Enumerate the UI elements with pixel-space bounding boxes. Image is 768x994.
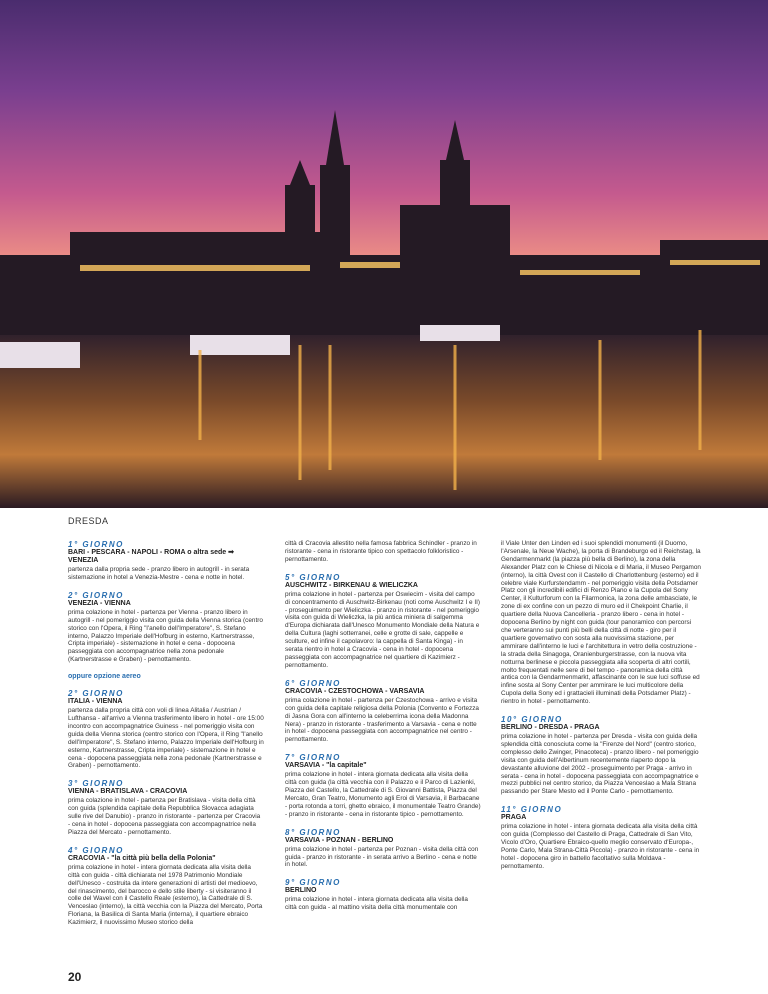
day-title: ITALIA - VIENNA <box>68 698 123 706</box>
day-heading: 2° GIORNO <box>68 689 124 699</box>
option-note: oppure opzione aereo <box>68 673 141 681</box>
day-heading: 11° GIORNO <box>501 805 563 815</box>
day-text: il Viale Unter den Linden ed i suoi splendidi monumenti (il Duomo, l'Arsenale, la Neue Wache), la porta di Brandeburgo ed il Reichstag, la Gendarmenmarkt (la piazza più bella di Berlino), la zona della Alexander Platz con le Chiese di Nicola e di Maria, il Museo Pergamon (interno), la città Ovest con il Castello di Charlottenburg (esterno) ed il celebre viale Kurfurstendamm - nel pomeriggio visita della Potsdamer Platz con gli incredibili edifici di Renzo Piano e la Cupola del Sony Center, il Kulturforum con la Filarmonica, la zona delle ambasciate, le zone di ex confine con un pezzo di muro ed il Chekpoint Charlie, il quartiere della Nuova Cancelleria - pranzo libero - cena in hotel - dopocena Berlino by night con guida (tour panoramico con percorsi che verteranno sui punti più belli della città di notte - giro per il quartiere governativo con sosta alla nuovissima stazione, per ammirare dall'interno le luci e l'architettura in vetro della costruzione - la strada della Sinagoga, Oranienburgerstrasse, con la nuova vita notturna berlinese e piccola passeggiata alla scoperta di altri cortili, molto frequentati nelle sere di bel tempo - panoramica della città antica con la Gendarmenmarkt, affascinante con le sue luci soffuse ed infine sosta al Sony Center per ammirare le luci multicolore della Cupola della Sony ed i grattacieli illuminati della Potsdamer Platz) - rientro in hotel - pernottamento. <box>501 540 701 706</box>
day-title: BARI - PESCARA - NAPOLI - ROMA o altra sede ➡ VENEZIA <box>68 549 234 564</box>
day-11 <box>501 805 701 870</box>
day-heading: 1° GIORNO <box>68 540 124 549</box>
day-2-alt <box>68 689 264 770</box>
itinerary-column-3 <box>501 540 701 880</box>
day-text: partenza dalla propria città con voli di linea Alitalia / Austrian / Lufthansa - all'arrivo a Vienna trasferimento libero in hotel - ore 15:00 incontro con accompagnatrice Guiness - nel pomeriggio visita con guida della Vienna storica (centro storico con l'Opera, il Ring "l'anello dell'Imperatore", S. Stefano interno, Palazzo Imperiale dell'Hofburg in esterno, Kartnerstrasse, Cripta imperiale) - sistemazione in hotel e cena - dopocena passeggiata nella zona pedonale (Kartnerstrasse e Graben) - pernottamento. <box>68 707 264 770</box>
itinerary-column-2 <box>285 540 481 921</box>
day-text: prima colazione in hotel - intera giornata dedicata alla visita della città con guida - città dichiarata nel 1978 Patrimonio Mondiale dell'Unesco - costruita da intere generazioni di artisti del medioevo, del rinascimento, del barocco e dello stile liberty - si visiteranno il colle del Wavel con il Castello Reale (esterno), la Cattedrale di S. Venceslao (interno), la città vecchia con la Piazza del Mercato, Porta Floriana, la Basilica di Santa Maria (interna), il quartiere ebraico Kazimierz, il nuovissimo Museo storico della <box>68 863 263 927</box>
day-heading: 6° GIORNO <box>285 678 341 688</box>
day-4-continued <box>285 540 481 564</box>
day-title: CRACOVIA - "la città più bella della Polonia" <box>68 854 216 862</box>
day-text: prima colazione in hotel - intera giornata dedicata alla visita della città con guida (Complesso del Castello di Praga, Cattedrale di San Vito, Vicolo d'Oro, Quartiere Ebraico-quello meglio conservato d'Europa-, Ponte Carlo, Mala Strana-Città Piccola) - pranzo in ristorante - cena in hotel - dopocena giro in battello facoltativo sulla Moldava - pernottamento. <box>501 823 700 870</box>
day-heading: 7° GIORNO <box>285 753 341 763</box>
day-7 <box>285 753 481 818</box>
day-title: BERLINO - DRESDA - PRAGA <box>501 724 600 732</box>
day-heading: 2° GIORNO <box>68 590 124 600</box>
day-4 <box>68 846 264 927</box>
day-title: VIENNA - BRATISLAVA - CRACOVIA <box>68 788 188 796</box>
day-9-continued <box>501 540 701 706</box>
day-9 <box>285 878 481 912</box>
page-number: 20 <box>68 970 82 984</box>
day-text: partenza dalla propria sede - pranzo libero in autogrill - in serata sistemazione in hotel a Venezia-Mestre - cena e notte in hotel. <box>68 566 250 581</box>
day-text: prima colazione in hotel - partenza per Bratislava - visita della città con guida (splendida capitale della Repubblica Slovacca adagiata sulle rive del Danubio) - pranzo in ristorante - partenza per Cracovia - cena in hotel - dopocena passeggiata con accompagnatrice nella Piazza del Mercato - pernottamento. <box>68 797 261 836</box>
day-3 <box>68 779 264 837</box>
day-title: VARSAVIA - "la capitale" <box>285 762 367 770</box>
day-text: prima colazione in hotel - partenza per Oswiecim - visita del campo di concentramento di Auschwitz-Birkenau (noti come Auschwitz I e II) - proseguimento per Wieliczka - pranzo in ristorante - nel pomeriggio visita con guida di Wieliczka, la più antica miniera di salgemma d'Europa dichiarata dall'Unesco Monumento Mondiale della Natura e della Cultura (laghi sotterranei, celle e grotte di sale, cappelle e sculture, ed infine il capolavoro: la cappella di Santa Kinga) - in serata rientro in hotel a Cracovia - cena in hotel - dopocena passeggiata con accompagnatrice nel quartiere di Kazimierz - pernottamento. <box>285 590 481 669</box>
day-10 <box>501 715 701 796</box>
day-heading: 9° GIORNO <box>285 878 341 888</box>
itinerary-column-1 <box>68 540 264 936</box>
day-heading: 8° GIORNO <box>285 827 341 837</box>
day-5 <box>285 573 481 670</box>
day-title: VENEZIA - VIENNA <box>68 599 131 607</box>
day-text: prima colazione in hotel - intera giornata dedicata alla visita della città con guida - al mattino visita della città monumentale con <box>285 896 468 912</box>
day-text: città di Cracovia allestito nella famosa fabbrica Schindler - pranzo in ristorante - cena in ristorante tipico con spettacolo folkloristico - pernottamento. <box>285 540 477 563</box>
day-6 <box>285 679 481 744</box>
photo-caption: DRESDA <box>68 516 109 526</box>
day-title: CRACOVIA - CZESTOCHOWA - VARSAVIA <box>285 687 425 695</box>
day-title: AUSCHWITZ - BIRKENAU & WIELICZKA <box>285 581 418 589</box>
day-1 <box>68 540 264 582</box>
day-heading: 3° GIORNO <box>68 779 124 789</box>
day-8 <box>285 828 481 870</box>
day-heading: 5° GIORNO <box>285 572 341 582</box>
day-text: prima colazione in hotel - partenza per Czestochowa - arrivo e visita con guida della capitale religiosa della Polonia (Convento e Fortezza di Jasna Gora con all'interno la celeberrima icona della Madonna Nera) - pranzo in ristorante - trasferimento a Varsavia - cena e notte in hotel - dopocena passeggiata con accompagnatrice nel centro - pernottamento. <box>285 696 479 744</box>
day-title: VARSAVIA - POZNAN - BERLINO <box>285 836 394 844</box>
day-text: prima colazione in hotel - partenza per Poznan - visita della città con guida - pranzo in ristorante - in serata arrivo a Berlino - cena e notte in hotel. <box>285 845 479 869</box>
day-title: PRAGA <box>501 814 527 822</box>
day-heading: 4° GIORNO <box>68 845 124 855</box>
day-heading: 10° GIORNO <box>501 715 563 725</box>
day-text: prima colazione in hotel - partenza per Dresda - visita con guida della splendida città conosciuta come la "Firenze del Nord" (centro storico, complesso dello Zwinger, Pinacoteca) - pranzo libero - nel pomeriggio visita con guida dell'Albertinum recentemente riaperto dopo la devastante alluvione del 2002 - proseguimento per Praga - arrivo in serata - cena in hotel - dopocena passeggiata con accompagnatrice e mezzi pubblici nel centro storico, da Piazza Venceslao a Mala Strana passando per Stare Mesto ed il Ponte Carlo - pernottamento. <box>501 733 699 796</box>
day-2 <box>68 591 264 664</box>
day-text: prima colazione in hotel - partenza per Vienna - pranzo libero in autogrill - nel pomeriggio visita con guida della Vienna storica (centro storico con l'Opera, il Ring "l'anello dell'Imperatore", S. Stefano interno, Palazzo Imperiale dell'Hofburg in esterno, Kartnerstrasse, Cripta imperiale) - sistemazione in hotel e cena - dopocena passeggiata con accompagnatrice nella zona pedonale (Kartnerstrasse e Graben) - pernottamento. <box>68 608 263 664</box>
day-title: BERLINO <box>285 887 317 895</box>
day-text: prima colazione in hotel - intera giornata dedicata alla visita della città con guida (la città vecchia con il Palazzo e il Parco di Lazienki, Piazza del Castello, la Cattedrale di S. Giovanni Battista, Piazza del Mercato, Gran Teatro, Monumento agli Eroi di Varsavia, il Barbacane - porta rotonda a torri, ghetto ebraico, il monumentale Teatro Grande) - pranzo in ristorante - cena in ristorante tipico - pernottamento. <box>285 771 481 818</box>
